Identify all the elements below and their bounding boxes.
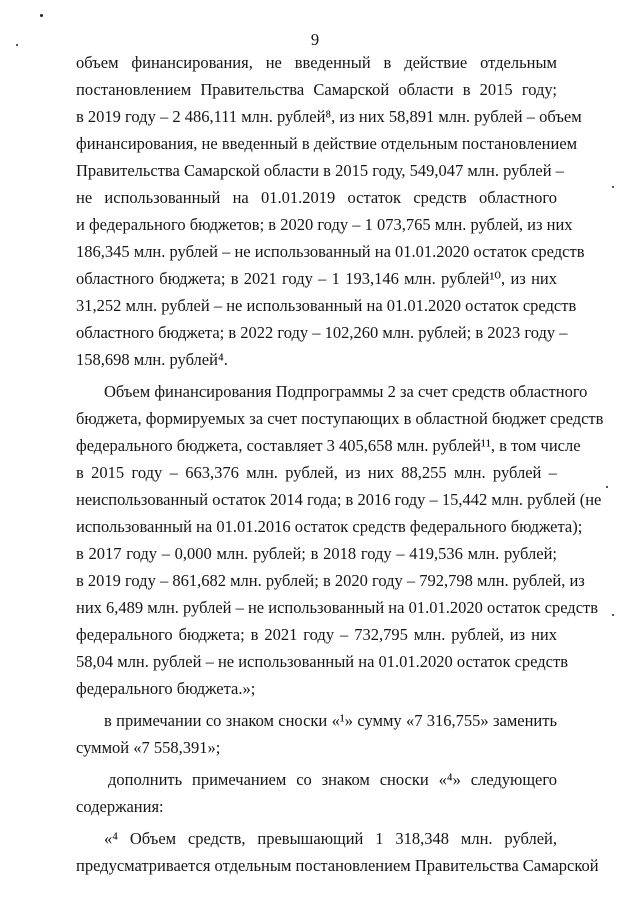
scan-speck: [40, 14, 43, 17]
text-line: в 2015 году – 663,376 млн. рублей, из них 88,255 млн. рублей –: [76, 463, 557, 482]
text-line: 58,04 млн. рублей – не использованный на 01.01.2020 остаток средств: [76, 652, 568, 671]
text-line: суммой «7 558,391»;: [76, 738, 221, 757]
text-line: бюджета, формируемых за счет поступающих в областной бюджет средств: [76, 409, 604, 428]
text-line: в 2019 году – 2 486,111 млн. рублей⁸, из них 58,891 млн. рублей – объем: [76, 107, 582, 126]
text-line: не использованный на 01.01.2019 остаток средств областного: [76, 188, 557, 207]
text-line: федерального бюджета; в 2021 году – 732,795 млн. рублей, из них: [76, 625, 557, 644]
paragraph-first-line: Объем финансирования Подпрограммы 2 за счет средств областного: [104, 382, 588, 401]
text-line: областного бюджета; в 2022 году – 102,260 млн. рублей; в 2023 году –: [76, 323, 568, 342]
scan-speck: [612, 186, 614, 188]
paragraph-first-line: в примечании со знаком сноски «¹» сумму «7 316,755» заменить: [104, 711, 557, 730]
text-line: 186,345 млн. рублей – не использованный на 01.01.2020 остаток средств: [76, 242, 585, 261]
text-line: в 2019 году – 861,682 млн. рублей; в 2020 году – 792,798 млн. рублей, из: [76, 571, 585, 590]
text-line: 31,252 млн. рублей – не использованный на 01.01.2020 остаток средств: [76, 296, 577, 315]
paragraph-first-line: дополнить примечанием со знаком сноски «⁴» следующего: [108, 770, 557, 789]
text-line: постановлением Правительства Самарской области в 2015 году;: [76, 80, 557, 99]
text-line: предусматривается отдельным постановлением Правительства Самарской: [76, 856, 599, 875]
text-line: неиспользованный остаток 2014 года; в 2016 году – 15,442 млн. рублей (не: [76, 490, 602, 509]
text-line: них 6,489 млн. рублей – не использованный на 01.01.2020 остаток средств: [76, 598, 599, 617]
text-line: федерального бюджета, составляет 3 405,658 млн. рублей¹¹, в том числе: [76, 436, 581, 455]
text-line: 158,698 млн. рублей⁴.: [76, 350, 228, 369]
scan-speck: [612, 614, 614, 616]
text-line: финансирования, не введенный в действие отдельным постановлением: [76, 134, 578, 153]
text-line: Правительства Самарской области в 2015 году, 549,047 млн. рублей –: [76, 161, 564, 180]
scan-speck: [606, 486, 608, 488]
text-line: областного бюджета; в 2021 году – 1 193,146 млн. рублей¹⁰, из них: [76, 269, 557, 288]
paragraph-first-line: «⁴ Объем средств, превышающий 1 318,348 млн. рублей,: [104, 829, 557, 848]
text-line: в 2017 году – 0,000 млн. рублей; в 2018 году – 419,536 млн. рублей;: [76, 544, 557, 563]
text-line: объем финансирования, не введенный в действие отдельным: [76, 53, 557, 72]
text-line: содержания:: [76, 797, 164, 816]
text-line: федерального бюджета.»;: [76, 679, 256, 698]
page-number: 9: [310, 30, 320, 49]
text-line: использованный на 01.01.2016 остаток средств федерального бюджета);: [76, 517, 583, 536]
text-line: и федерального бюджетов; в 2020 году – 1 073,765 млн. рублей, из них: [76, 215, 573, 234]
